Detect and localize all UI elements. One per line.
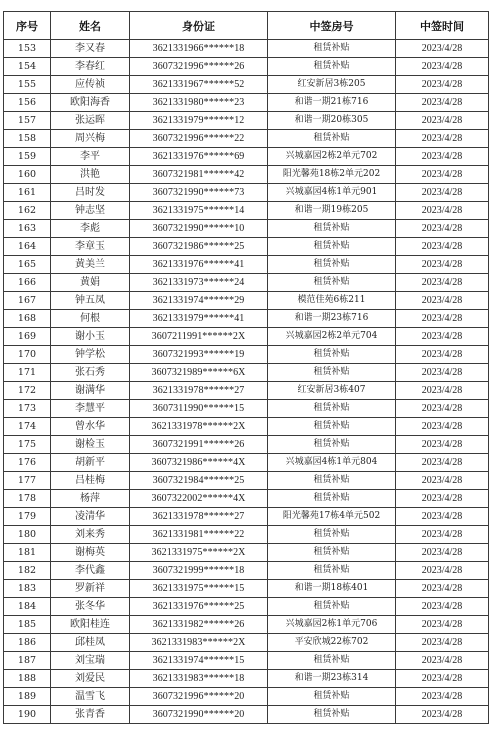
serial-number-cell: 176 (4, 454, 51, 472)
id-card-cell: 3621331974******15 (130, 652, 268, 670)
name-cell: 李慧平 (51, 400, 130, 418)
draw-date-cell: 2023/4/28 (396, 274, 489, 292)
name-cell: 黄娟 (51, 274, 130, 292)
draw-date-cell: 2023/4/28 (396, 544, 489, 562)
room-number-cell: 兴城嘉园2栋2单元702 (268, 148, 396, 166)
table-row (4, 634, 489, 652)
draw-date-cell: 2023/4/28 (396, 40, 489, 58)
room-number-cell: 租赁补贴 (268, 562, 396, 580)
name-cell: 李代鑫 (51, 562, 130, 580)
table-row (4, 598, 489, 616)
room-number-cell: 和谐一期19栋205 (268, 202, 396, 220)
room-number-cell: 租赁补贴 (268, 652, 396, 670)
serial-number-cell: 160 (4, 166, 51, 184)
table-row (4, 112, 489, 130)
room-number-cell: 租赁补贴 (268, 256, 396, 274)
draw-date-cell: 2023/4/28 (396, 418, 489, 436)
id-card-cell: 3607321989******6X (130, 364, 268, 382)
id-card-cell: 3607321981******42 (130, 166, 268, 184)
serial-number-cell: 187 (4, 652, 51, 670)
table-row (4, 472, 489, 490)
table-row (4, 508, 489, 526)
table-row (4, 346, 489, 364)
serial-number-cell: 164 (4, 238, 51, 256)
table-row (4, 184, 489, 202)
room-number-cell: 和谐一期23栋314 (268, 670, 396, 688)
draw-date-cell: 2023/4/28 (396, 562, 489, 580)
table-row (4, 130, 489, 148)
room-number-cell: 租赁补贴 (268, 418, 396, 436)
id-card-cell: 3607321993******19 (130, 346, 268, 364)
table-row (4, 256, 489, 274)
id-card-cell: 3621331979******12 (130, 112, 268, 130)
serial-number-cell: 190 (4, 706, 51, 724)
id-card-cell: 3607321991******26 (130, 436, 268, 454)
id-card-cell: 3621331974******29 (130, 292, 268, 310)
table-body (4, 40, 489, 724)
draw-date-cell: 2023/4/28 (396, 94, 489, 112)
room-number-cell: 和谐一期23栋716 (268, 310, 396, 328)
room-number-cell: 租赁补贴 (268, 472, 396, 490)
name-cell: 李又春 (51, 40, 130, 58)
serial-number-cell: 178 (4, 490, 51, 508)
room-number-cell: 租赁补贴 (268, 40, 396, 58)
name-cell: 张石秀 (51, 364, 130, 382)
table-row (4, 94, 489, 112)
serial-number-cell: 183 (4, 580, 51, 598)
id-card-cell: 3621331978******2X (130, 418, 268, 436)
serial-number-cell: 188 (4, 670, 51, 688)
room-number-cell: 租赁补贴 (268, 706, 396, 724)
draw-date-cell: 2023/4/28 (396, 166, 489, 184)
table-row (4, 220, 489, 238)
room-number-cell: 租赁补贴 (268, 346, 396, 364)
name-cell: 刘爱民 (51, 670, 130, 688)
serial-number-cell: 173 (4, 400, 51, 418)
draw-date-cell: 2023/4/28 (396, 310, 489, 328)
id-card-cell: 3607321984******25 (130, 472, 268, 490)
table-row (4, 670, 489, 688)
id-card-cell: 3621331975******15 (130, 580, 268, 598)
table-row (4, 436, 489, 454)
name-cell: 谢满华 (51, 382, 130, 400)
table-row (4, 328, 489, 346)
id-card-cell: 3621331978******27 (130, 508, 268, 526)
id-card-cell: 3621331982******26 (130, 616, 268, 634)
serial-number-cell: 162 (4, 202, 51, 220)
draw-date-cell: 2023/4/28 (396, 706, 489, 724)
room-number-cell: 红安新居3栋407 (268, 382, 396, 400)
serial-number-cell: 174 (4, 418, 51, 436)
draw-date-cell: 2023/4/28 (396, 202, 489, 220)
draw-date-cell: 2023/4/28 (396, 220, 489, 238)
draw-date-cell: 2023/4/28 (396, 634, 489, 652)
table-row (4, 310, 489, 328)
id-card-cell: 3621331975******14 (130, 202, 268, 220)
name-cell: 温雪飞 (51, 688, 130, 706)
name-cell: 应传祯 (51, 76, 130, 94)
room-number-cell: 租赁补贴 (268, 400, 396, 418)
draw-date-cell: 2023/4/28 (396, 688, 489, 706)
header-row (4, 12, 489, 40)
room-number-cell: 阳光馨苑17栋4单元502 (268, 508, 396, 526)
name-cell: 张青香 (51, 706, 130, 724)
name-cell: 钟志坚 (51, 202, 130, 220)
room-number-cell: 平安欣城22栋702 (268, 634, 396, 652)
draw-date-cell: 2023/4/28 (396, 328, 489, 346)
serial-number-cell: 156 (4, 94, 51, 112)
draw-date-cell: 2023/4/28 (396, 472, 489, 490)
header-name: 姓名 (51, 12, 130, 40)
serial-number-cell: 184 (4, 598, 51, 616)
table-row (4, 58, 489, 76)
room-number-cell: 红安新居3栋205 (268, 76, 396, 94)
draw-date-cell: 2023/4/28 (396, 58, 489, 76)
room-number-cell: 兴城嘉园2栋2单元704 (268, 328, 396, 346)
serial-number-cell: 182 (4, 562, 51, 580)
table-row (4, 688, 489, 706)
name-cell: 杨萍 (51, 490, 130, 508)
room-number-cell: 租赁补贴 (268, 220, 396, 238)
draw-date-cell: 2023/4/28 (396, 652, 489, 670)
name-cell: 凌清华 (51, 508, 130, 526)
draw-date-cell: 2023/4/28 (396, 526, 489, 544)
name-cell: 何根 (51, 310, 130, 328)
header-draw-date: 中签时间 (396, 12, 489, 40)
header-room-number: 中签房号 (268, 12, 396, 40)
serial-number-cell: 166 (4, 274, 51, 292)
name-cell: 周兴梅 (51, 130, 130, 148)
draw-date-cell: 2023/4/28 (396, 256, 489, 274)
draw-date-cell: 2023/4/28 (396, 76, 489, 94)
header-serial-number: 序号 (4, 12, 51, 40)
table-header (4, 12, 489, 40)
id-card-cell: 3621331967******52 (130, 76, 268, 94)
serial-number-cell: 168 (4, 310, 51, 328)
name-cell: 钟学松 (51, 346, 130, 364)
serial-number-cell: 154 (4, 58, 51, 76)
id-card-cell: 3621331976******41 (130, 256, 268, 274)
table-row (4, 400, 489, 418)
name-cell: 欧阳桂连 (51, 616, 130, 634)
room-number-cell: 租赁补贴 (268, 598, 396, 616)
table-row (4, 76, 489, 94)
table-row (4, 148, 489, 166)
draw-date-cell: 2023/4/28 (396, 580, 489, 598)
serial-number-cell: 155 (4, 76, 51, 94)
serial-number-cell: 175 (4, 436, 51, 454)
id-card-cell: 3621331976******69 (130, 148, 268, 166)
name-cell: 刘宝瑞 (51, 652, 130, 670)
name-cell: 胡新平 (51, 454, 130, 472)
draw-date-cell: 2023/4/28 (396, 112, 489, 130)
draw-date-cell: 2023/4/28 (396, 364, 489, 382)
id-card-cell: 3607321996******22 (130, 130, 268, 148)
name-cell: 吕时发 (51, 184, 130, 202)
id-card-cell: 3607321990******20 (130, 706, 268, 724)
serial-number-cell: 189 (4, 688, 51, 706)
table-row (4, 652, 489, 670)
table-row (4, 238, 489, 256)
id-card-cell: 3621331979******41 (130, 310, 268, 328)
lottery-result-table (3, 11, 489, 724)
id-card-cell: 3621331980******23 (130, 94, 268, 112)
serial-number-cell: 169 (4, 328, 51, 346)
table-row (4, 454, 489, 472)
name-cell: 欧阳海香 (51, 94, 130, 112)
room-number-cell: 和谐一期18栋401 (268, 580, 396, 598)
table-row (4, 418, 489, 436)
serial-number-cell: 170 (4, 346, 51, 364)
draw-date-cell: 2023/4/28 (396, 454, 489, 472)
name-cell: 李彪 (51, 220, 130, 238)
serial-number-cell: 185 (4, 616, 51, 634)
serial-number-cell: 153 (4, 40, 51, 58)
id-card-cell: 3621331978******27 (130, 382, 268, 400)
header-id-card: 身份证 (130, 12, 268, 40)
room-number-cell: 模范佳苑6栋211 (268, 292, 396, 310)
table-row (4, 274, 489, 292)
name-cell: 谢梅英 (51, 544, 130, 562)
name-cell: 曾水华 (51, 418, 130, 436)
table-row (4, 364, 489, 382)
id-card-cell: 3607311990******15 (130, 400, 268, 418)
table-row (4, 40, 489, 58)
draw-date-cell: 2023/4/28 (396, 130, 489, 148)
table-row (4, 616, 489, 634)
room-number-cell: 租赁补贴 (268, 58, 396, 76)
name-cell: 钟五凤 (51, 292, 130, 310)
table-row (4, 166, 489, 184)
id-card-cell: 3621331983******18 (130, 670, 268, 688)
room-number-cell: 租赁补贴 (268, 238, 396, 256)
draw-date-cell: 2023/4/28 (396, 670, 489, 688)
serial-number-cell: 158 (4, 130, 51, 148)
name-cell: 李章玉 (51, 238, 130, 256)
name-cell: 黄美兰 (51, 256, 130, 274)
room-number-cell: 租赁补贴 (268, 688, 396, 706)
draw-date-cell: 2023/4/28 (396, 400, 489, 418)
serial-number-cell: 165 (4, 256, 51, 274)
name-cell: 洪艳 (51, 166, 130, 184)
room-number-cell: 租赁补贴 (268, 544, 396, 562)
room-number-cell: 租赁补贴 (268, 526, 396, 544)
id-card-cell: 3621331981******22 (130, 526, 268, 544)
serial-number-cell: 163 (4, 220, 51, 238)
draw-date-cell: 2023/4/28 (396, 616, 489, 634)
table-row (4, 292, 489, 310)
table-row (4, 490, 489, 508)
draw-date-cell: 2023/4/28 (396, 598, 489, 616)
serial-number-cell: 159 (4, 148, 51, 166)
draw-date-cell: 2023/4/28 (396, 490, 489, 508)
draw-date-cell: 2023/4/28 (396, 184, 489, 202)
id-card-cell: 3621331976******25 (130, 598, 268, 616)
table-row (4, 382, 489, 400)
id-card-cell: 3607211991******2X (130, 328, 268, 346)
id-card-cell: 3607321986******25 (130, 238, 268, 256)
draw-date-cell: 2023/4/28 (396, 292, 489, 310)
id-card-cell: 3607321990******10 (130, 220, 268, 238)
name-cell: 谢检玉 (51, 436, 130, 454)
draw-date-cell: 2023/4/28 (396, 346, 489, 364)
serial-number-cell: 172 (4, 382, 51, 400)
serial-number-cell: 171 (4, 364, 51, 382)
table-row (4, 526, 489, 544)
id-card-cell: 3607321996******26 (130, 58, 268, 76)
id-card-cell: 3607321990******73 (130, 184, 268, 202)
room-number-cell: 兴城嘉园4栋1单元804 (268, 454, 396, 472)
serial-number-cell: 180 (4, 526, 51, 544)
room-number-cell: 租赁补贴 (268, 436, 396, 454)
table-row (4, 562, 489, 580)
name-cell: 张运晖 (51, 112, 130, 130)
serial-number-cell: 167 (4, 292, 51, 310)
serial-number-cell: 181 (4, 544, 51, 562)
room-number-cell: 兴城嘉园4栋1单元901 (268, 184, 396, 202)
table-row (4, 706, 489, 724)
draw-date-cell: 2023/4/28 (396, 436, 489, 454)
id-card-cell: 3621331983******2X (130, 634, 268, 652)
name-cell: 张冬华 (51, 598, 130, 616)
room-number-cell: 租赁补贴 (268, 274, 396, 292)
serial-number-cell: 161 (4, 184, 51, 202)
serial-number-cell: 179 (4, 508, 51, 526)
room-number-cell: 租赁补贴 (268, 364, 396, 382)
draw-date-cell: 2023/4/28 (396, 508, 489, 526)
name-cell: 李春红 (51, 58, 130, 76)
draw-date-cell: 2023/4/28 (396, 148, 489, 166)
id-card-cell: 3607321999******18 (130, 562, 268, 580)
draw-date-cell: 2023/4/28 (396, 382, 489, 400)
room-number-cell: 租赁补贴 (268, 130, 396, 148)
name-cell: 李平 (51, 148, 130, 166)
table-row (4, 580, 489, 598)
room-number-cell: 兴城嘉园2栋1单元706 (268, 616, 396, 634)
table-row (4, 544, 489, 562)
serial-number-cell: 177 (4, 472, 51, 490)
draw-date-cell: 2023/4/28 (396, 238, 489, 256)
name-cell: 罗新祥 (51, 580, 130, 598)
id-card-cell: 3621331973******24 (130, 274, 268, 292)
id-card-cell: 3621331966******18 (130, 40, 268, 58)
room-number-cell: 和谐一期21栋716 (268, 94, 396, 112)
name-cell: 刘来秀 (51, 526, 130, 544)
room-number-cell: 和谐一期20栋305 (268, 112, 396, 130)
id-card-cell: 3621331975******2X (130, 544, 268, 562)
serial-number-cell: 157 (4, 112, 51, 130)
name-cell: 邱桂凤 (51, 634, 130, 652)
room-number-cell: 阳光馨苑18栋2单元202 (268, 166, 396, 184)
table-row (4, 202, 489, 220)
room-number-cell: 租赁补贴 (268, 490, 396, 508)
name-cell: 谢小玉 (51, 328, 130, 346)
serial-number-cell: 186 (4, 634, 51, 652)
id-card-cell: 3607321986******4X (130, 454, 268, 472)
id-card-cell: 3607322002******4X (130, 490, 268, 508)
name-cell: 吕桂梅 (51, 472, 130, 490)
id-card-cell: 3607321996******20 (130, 688, 268, 706)
